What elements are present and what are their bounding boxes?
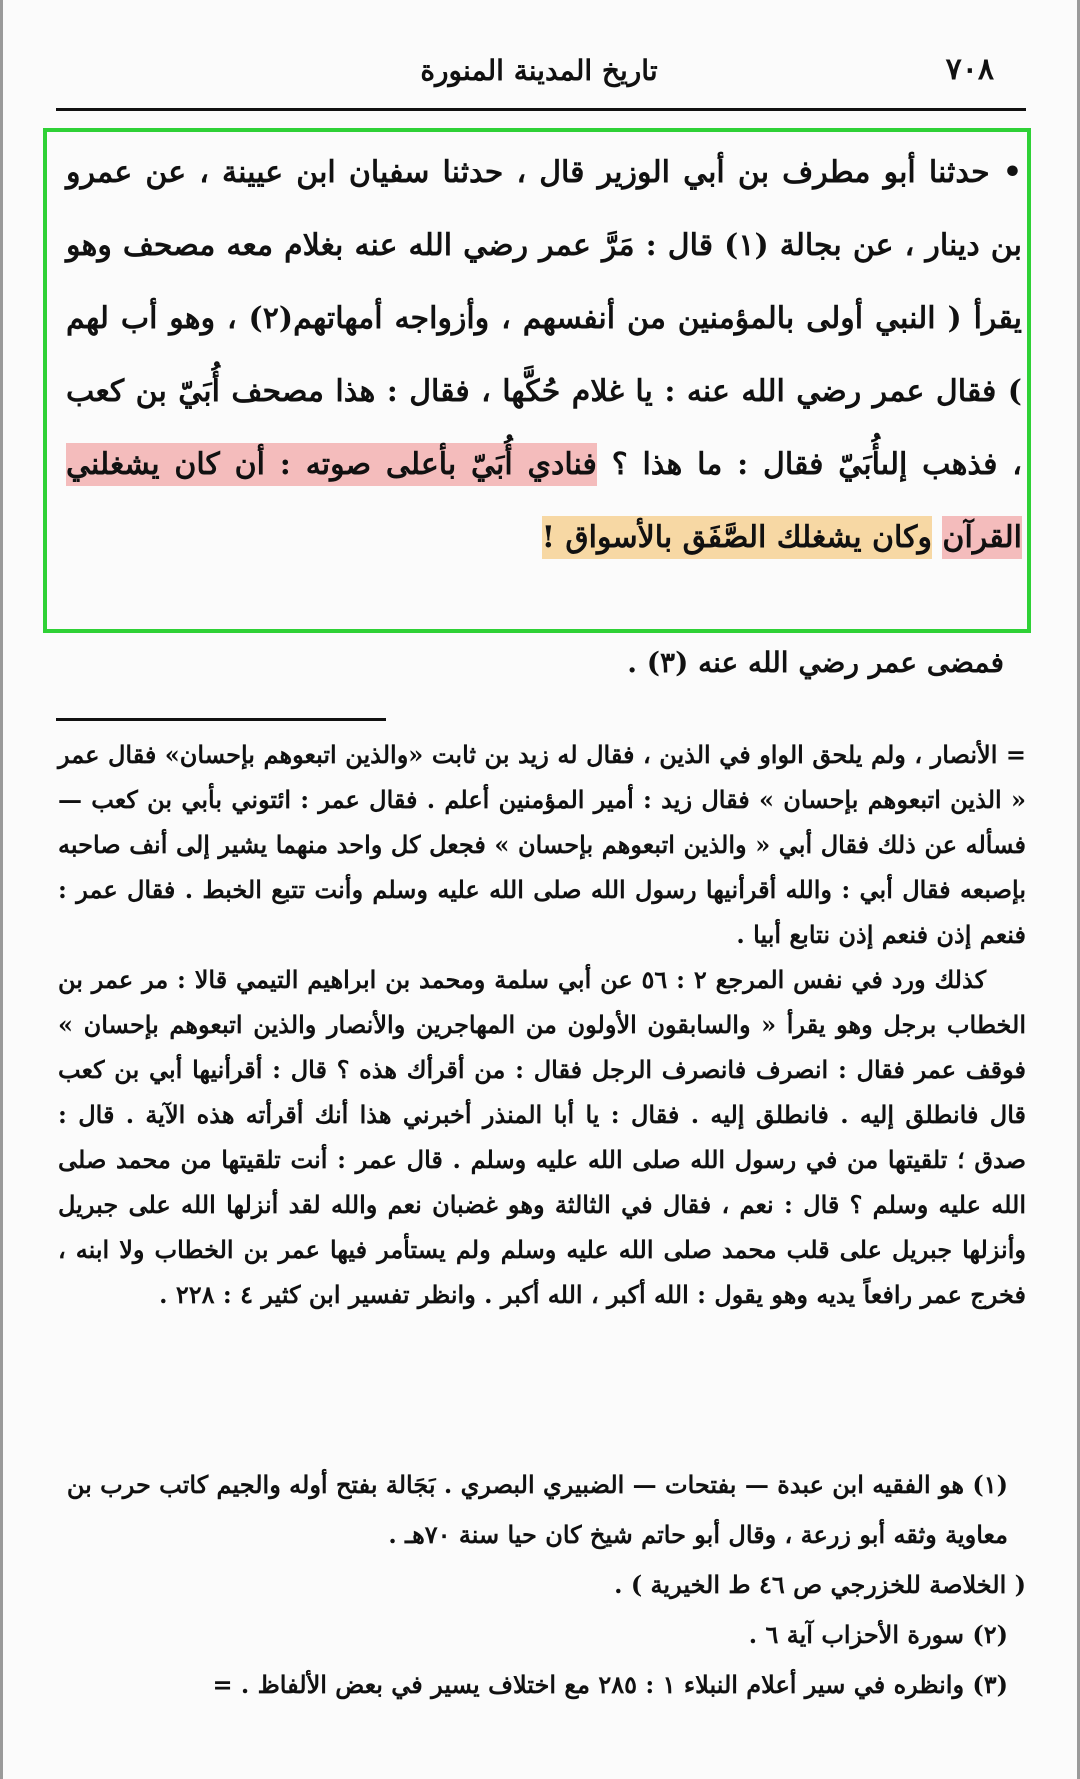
footnote-rule <box>56 718 386 721</box>
page-header <box>56 52 1022 102</box>
main-text-before: حدثنا أبو مطرف بن أبي الوزير قال ، حدثنا سفيان ابن عيينة ، عن عمرو بن دينار ، عن بجالة (١) قال : مَرَّ عمر رضي الله عنه بغلام معه مصحف وهو يقرأ ( النبي أولى بالمؤمنين من أنفسهم ، وأزواجه أمهاتهم(٢) ، وهو أب لهم ) فقال عمر رضي الله عنه : يا غلام حُكَّها ، فقال : هذا مصحف أُبَيّ بن كعب ، فذهب إلىأُبَيّ فقال : ما هذا ؟ <box>66 155 1022 482</box>
reference-3: (٣) وانظره في سير أعلام النبلاء ١ : ٢٨٥ مع اختلاف يسير في بعض الألفاظ . = <box>212 1670 1008 1699</box>
footnote-paragraph-1: = الأنصار ، ولم يلحق الواو في الذين ، فقال له زيد بن ثابت «والذين اتبعوهم بإحسان» فقال عمر « الذين اتبعوهم بإحسان » فقال زيد : أمير المؤمنين أعلم . فقال عمر : ائتوني بأبي بن كعب — فسأله عن ذلك فقال أبي « والذين اتبعوهم بإحسان » فجعل كل واحد منهما يشير إلى أنف صاحبه بإصبعه فقال أبي : والله أقرأنيها رسول الله صلى الله عليه وسلم وأنت تتبع الخبط . فقال عمر : فنعم إذن فنعم إذن نتابع أبيا . <box>58 740 1027 949</box>
main-paragraph <box>66 136 1022 574</box>
highlight-orange-phrase: وكان يشغلك الصَّفَق بالأسواق ! <box>542 516 932 559</box>
footnotes <box>58 732 1026 1317</box>
reference-2: (٢) سورة الأحزاب آية ٦ . <box>748 1620 1008 1649</box>
page-number: ٧٠٨ <box>945 52 994 87</box>
reference-1-source: ( الخلاصة للخزرجي ص ٤٦ ط الخيرية ) . <box>614 1570 1026 1599</box>
reference-1: (١) هو الفقيه ابن عبدة — بفتحات — الضبيري البصري . بَجَالة بفتح أوله والجيم كاتب حرب بن معاوية وثقه أبو زرعة ، وقال أبو حاتم شيخ كان حيا سنة ٧٠هـ . <box>66 1470 1008 1549</box>
footnote-paragraph-2: كذلك ورد في نفس المرجع ٢ : ٥٦ عن أبي سلمة ومحمد بن ابراهيم التيمي قالا : مر عمر بن الخطاب برجل وهو يقرأ « والسابقون الأولون من المهاجرين والأنصار والذين اتبعوهم بإحسان » فوقف عمر فقال : انصرف فانصرف الرجل فقال : من أقرأك هذه ؟ قال : أقرأنيها أبي بن كعب قال فانطلق إليه . فانطلق إليه . فقال : يا أبا المنذر أخبرني هذا أنك أقرأته هذه الآية . قال : صدق ؛ تلقيتها من في رسول الله صلى الله عليه وسلم . قال عمر : أنت تلقيتها من محمد صلى الله عليه وسلم ؟ قال : نعم ، فقال في الثالثة وهو غضبان نعم والله لقد أنزلها الله على جبريل وأنزلها جبريل على قلب محمد صلى الله عليه وسلم ولم يستأمر فيها عمر بن الخطاب ولا ابنه ، فخرج عمر رافعاً يديه وهو يقول : الله أكبر ، الله أكبر . وانظر تفسير ابن كثير ٤ : ٢٢٨ . <box>58 965 1026 1309</box>
document-page <box>36 0 1044 1779</box>
header-rule <box>56 108 1026 111</box>
page-frame-left <box>0 0 3 1779</box>
main-text-after: فمضى عمر رضي الله عنه (٣) . <box>627 646 1004 679</box>
book-title: تاريخ المدينة المنورة <box>420 54 658 87</box>
references <box>58 1460 1026 1710</box>
highlight-red-phrase: فنادي أُبَيّ بأعلى صوته : أن كان يشغلني القرآن <box>66 443 1022 559</box>
bullet: • <box>1002 155 1022 190</box>
